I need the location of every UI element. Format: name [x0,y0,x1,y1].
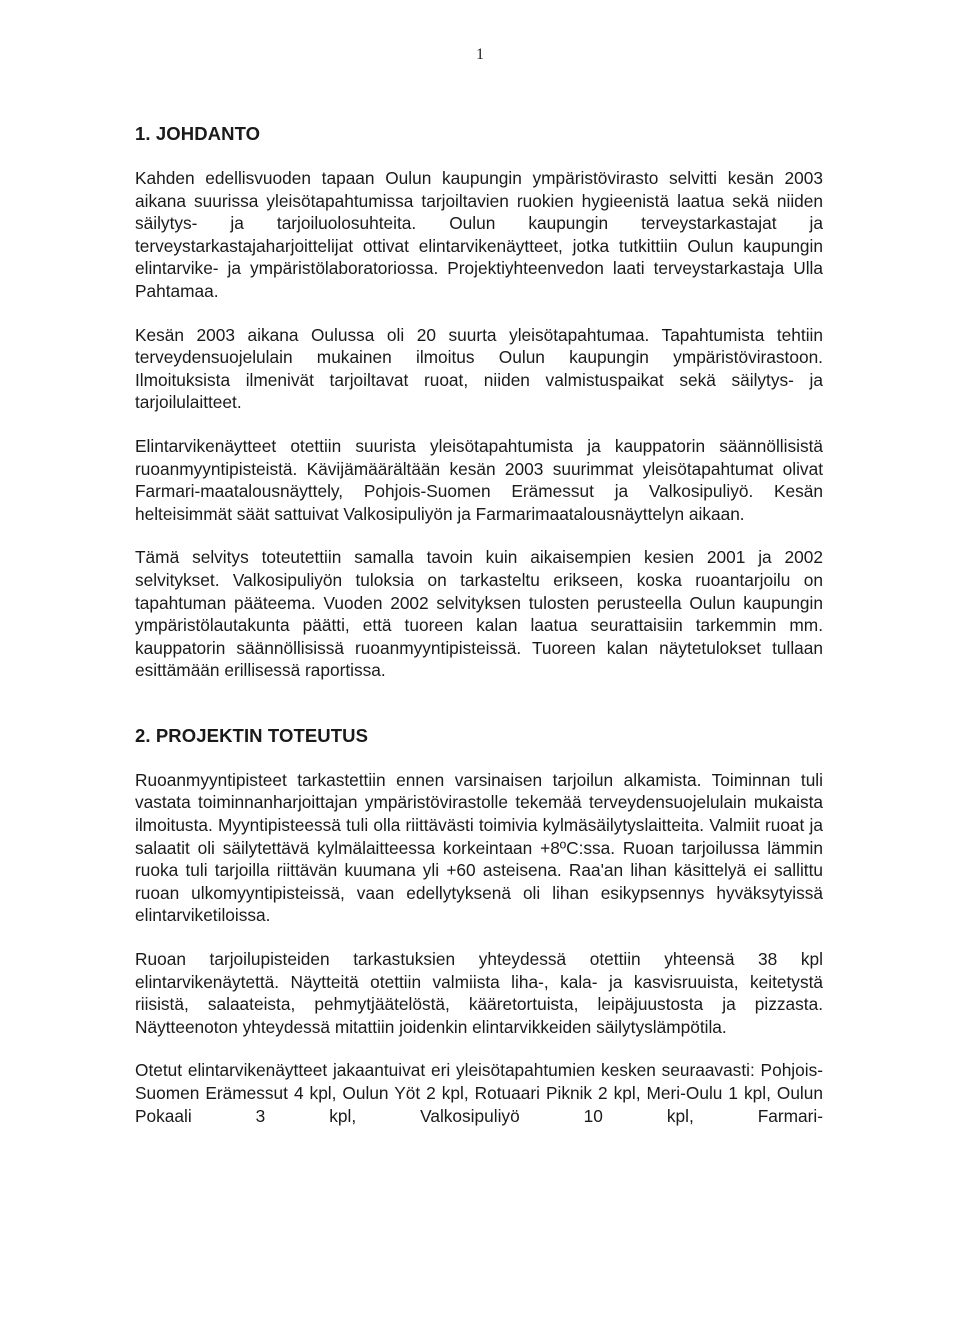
paragraph: Kesän 2003 aikana Oulussa oli 20 suurta yleisötapahtumaa. Tapahtumista tehtiin terveydensuojelulain mukainen ilmoitus Oulun kaupungin ympäristövirastoon. Ilmoituksista ilmenivät tarjoiltavat ruoat, niiden valmistuspaikat sekä säilytys- ja tarjoilulaitteet. [135,324,823,413]
paragraph: Tämä selvitys toteutettiin samalla tavoin kuin aikaisempien kesien 2001 ja 2002 selvitykset. Valkosipuliyön tuloksia on tarkasteltu erikseen, koska ruoantarjoilu on tapahtuman pääteema. Vuoden 2002 selvityksen tulosten perusteella Oulun kaupungin ympäristölautakunta päätti, että tuoreen kalan laatua seurattaisiin tarkemmin mm. kauppatorin säännöllisissä ruoanmyyntipisteissä. Tuoreen kalan näytetulokset tullaan esittämään erillisessä raportissa. [135,547,823,681]
paragraph: Otetut elintarvikenäytteet jakaantuivat eri yleisötapahtumien kesken seuraavasti: Pohjois-Suomen Erämessut 4 kpl, Oulun Yöt 2 kpl, Rotuaari Piknik 2 kpl, Meri-Oulu 1 kpl, Oulun Pokaali 3 kpl, Valkosipuliyö 10 kpl, Farmari- [135,1060,823,1126]
page-number: 1 [476,46,484,63]
paragraph: Kahden edellisvuoden tapaan Oulun kaupungin ympäristövirasto selvitti kesän 2003 aikana suurissa yleisötapahtumissa tarjoiltavien ruokien hygieenistä laatua sekä niiden säilytys- ja tarjoiluolosuhteita. Oulun kaupungin terveystarkastajat ja terveystarkastajaharjoittelijat ottivat elintarvikenäytteet, jotka tutkittiin Oulun kaupungin elintarvike- ja ympäristölaboratoriossa. Projektiyhteenvedon laati terveystarkastaja Ulla Pahtamaa. [135,168,823,301]
paragraph: Ruoan tarjoilupisteiden tarkastuksien yhteydessä otettiin yhteensä 38 kpl elintarvikenäytettä. Näytteitä otettiin valmiista liha-, kala- ja kasvisruuista, keitetystä riisistä, salaateista, pehmytjäätelöstä, kääretortuista, leipäjuustosta ja pizzasta. Näytteenoton yhteydessä mitattiin joidenkin elintarvikkeiden säilytyslämpötila. [135,949,823,1037]
paragraph: Ruoanmyyntipisteet tarkastettiin ennen varsinaisen tarjoilun alkamista. Toiminnan tuli vastata toiminnanharjoittajan ympäristövirastolle tekemää terveydensuojelulain mukaista ilmoitusta. Myyntipisteessä tuli olla riittävästi toimivia kylmäsäilytyslaitteita. Valmiit ruoat ja salaatit oli säilytettävä kylmälaitteessa korkeintaan +8ºC:ssa. Ruoan tarjoilussa lämmin ruoka tuli tarjoilla riittävän kuumana yli +60 asteisena. Raa'an lihan käsittelyä ei sallittu ruoan ulkomyyntipisteissä, vaan edellytyksenä oli lihan esikypsennys hyväksytyissä elintarviketiloissa. [135,769,823,926]
document-body [135,122,823,1127]
section-heading-johdanto: 1. JOHDANTO [135,123,261,144]
paragraph: Elintarvikenäytteet otettiin suurista yleisötapahtumista ja kauppatorin säännöllisistä ruoanmyyntipisteistä. Kävijämäärältään kesän 2003 suurimmat yleisötapahtumat olivat Farmari-maatalousnäyttely, Pohjois-Suomen Erämessut ja Valkosipuliyö. Kesän helteisimmät säät sattuivat Valkosipuliyön ja Farmarimaatalousnäyttelyn aikaan. [135,435,823,524]
section-heading-projektin-toteutus: 2. PROJEKTIN TOTEUTUS [135,724,369,746]
